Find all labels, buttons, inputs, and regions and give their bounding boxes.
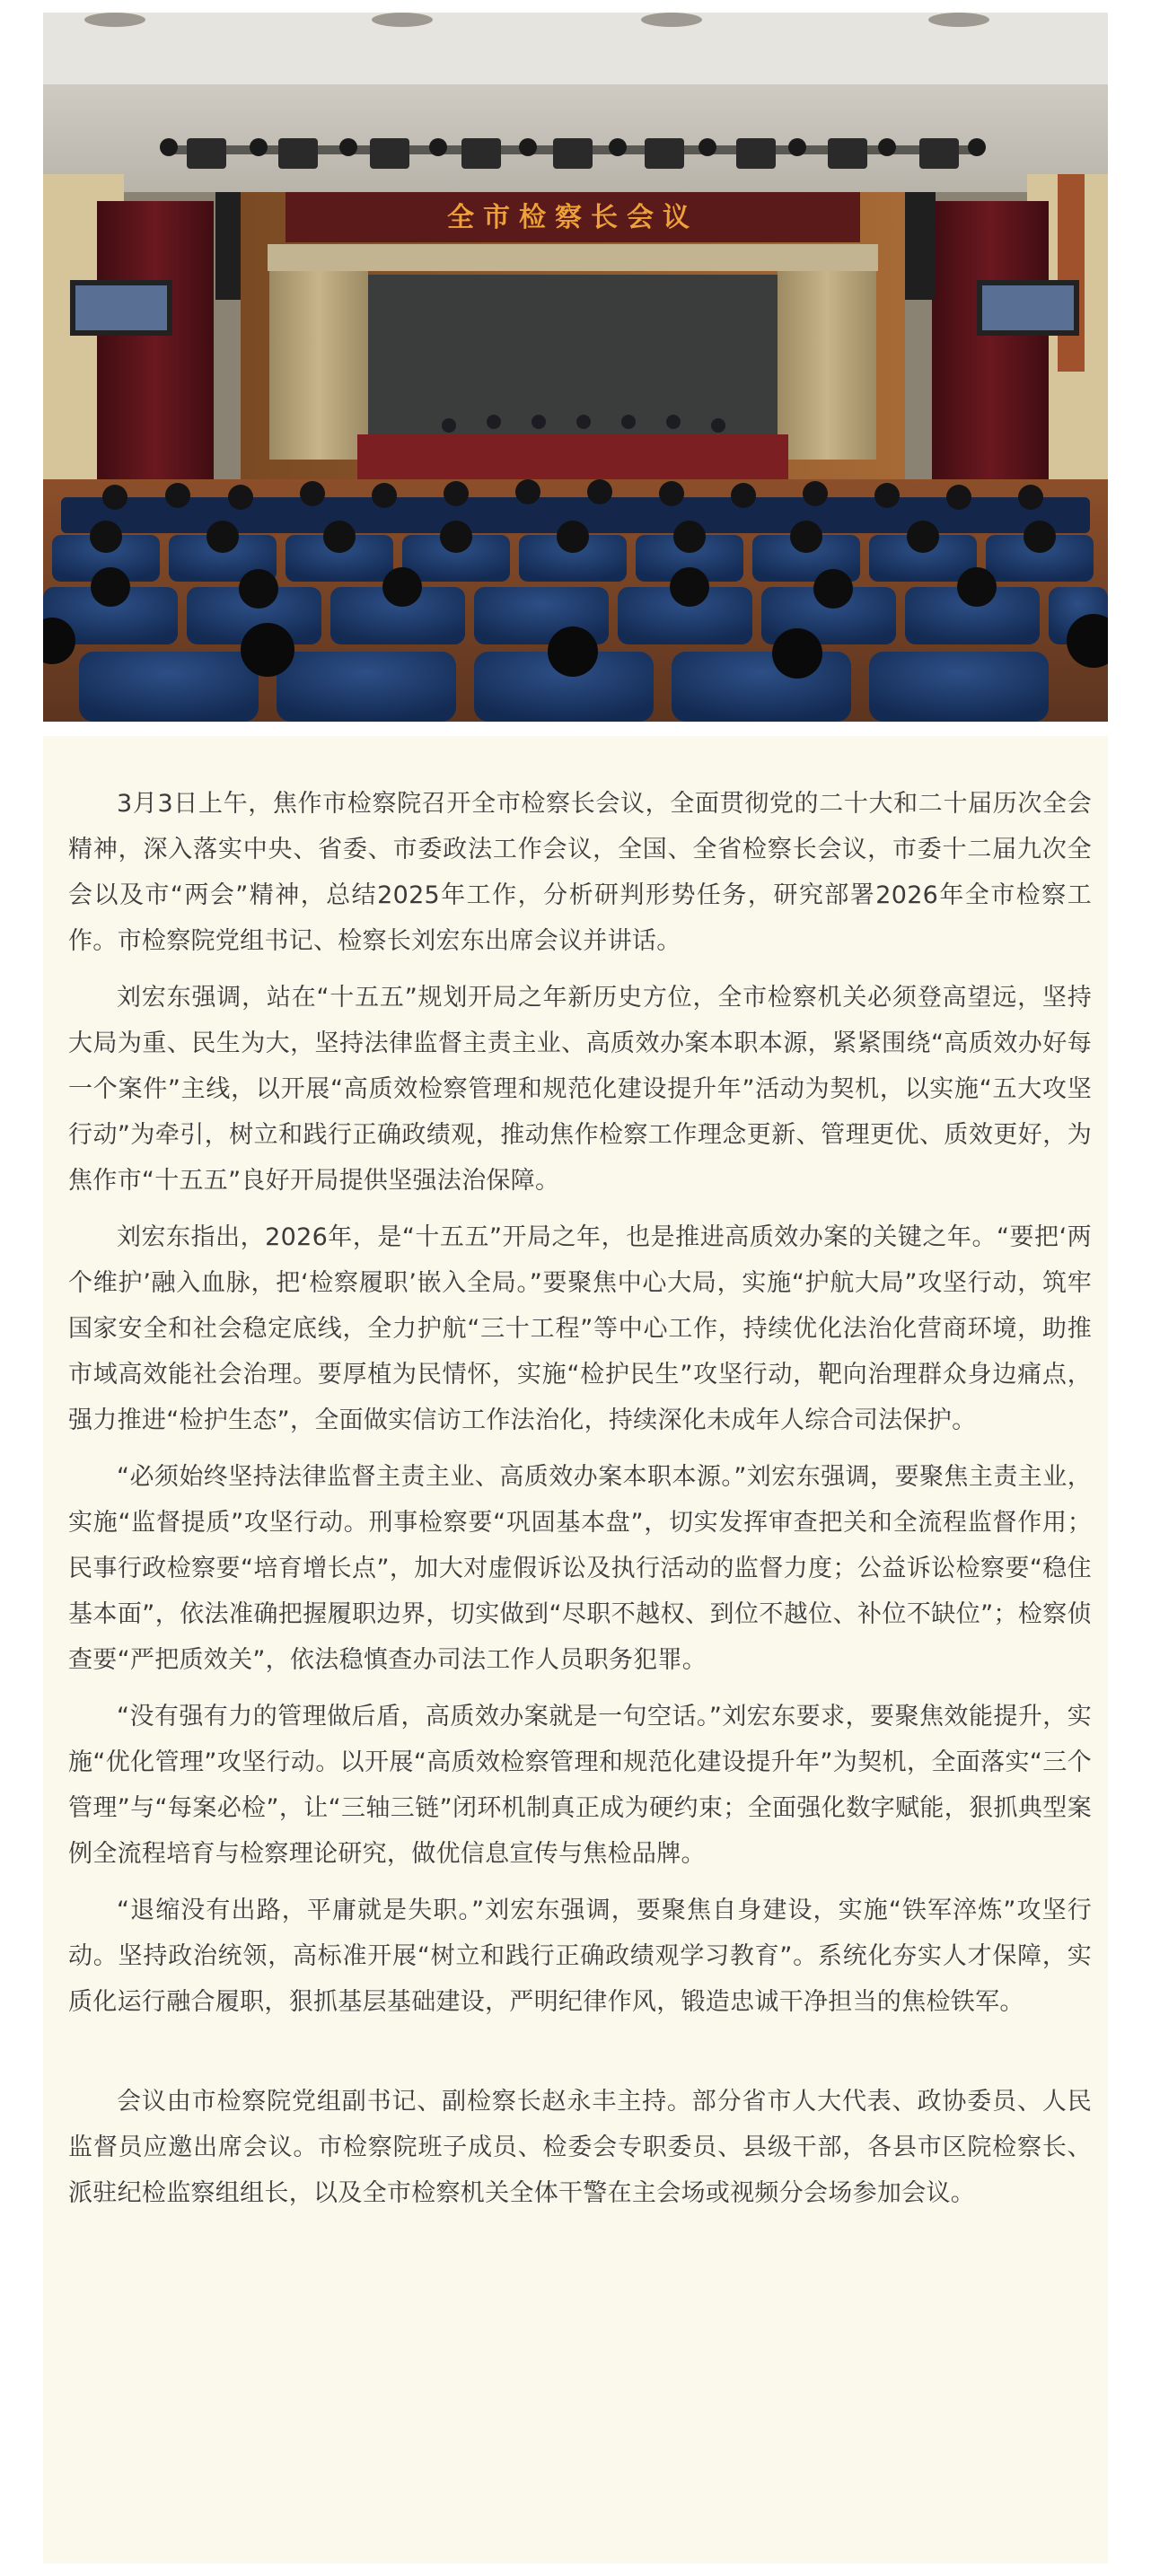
paragraph-4: “必须始终坚持法律监督主责主业、高质效办案本职本源。”刘宏东强调，要聚焦主责主业，实施“监督提质”攻坚行动。刑事检察要“巩固基本盘”，切实发挥审查把关和全流程监督作用；民事行政检察要“培育增长点”，加大对虚假诉讼及执行活动的监督力度；公益诉讼检察要“稳住基本面”，依法准确把握履职边界，切实做到“尽职不越权、到位不越位、补位不缺位”；检察侦查要“严把质效关”，依法稳慎查办司法工作人员职务犯罪。: [68, 1463, 1092, 1674]
paragraph-6: “退缩没有出路，平庸就是失职。”刘宏东强调，要聚焦自身建设，实施“铁军淬炼”攻坚行动。坚持政治统领，高标准开展“树立和践行正确政绩观学习教育”。系统化夯实人才保障，实质化运行融合履职，狠抓基层基础建设，严明纪律作风，锻造忠诚干净担当的焦检铁军。: [68, 1897, 1092, 2016]
paragraph-7: 会议由市检察院党组副书记、副检察长赵永丰主持。部分省市人大代表、政协委员、人民监督员应邀出席会议。市检察院班子成员、检委会专职委员、县级干部，各县市区院检察长、派驻纪检监察组组长，以及全市检察机关全体干警在主会场或视频分会场参加会议。: [68, 2088, 1092, 2207]
paragraph-2: 刘宏东强调，站在“十五五”规划开局之年新历史方位，全市检察机关必须登高望远，坚持大局为重、民生为大，坚持法律监督主责主业、高质效办案本职本源，紧紧围绕“高质效办好每一个案件”主线，以开展“高质效检察管理和规范化建设提升年”活动为契机，以实施“五大攻坚行动”为牵引，树立和践行正确政绩观，推动焦作检察工作理念更新、管理更优、质效更好，为焦作市“十五五”良好开局提供坚强法治保障。: [68, 984, 1092, 1195]
paragraph-1: 3月3日上午，焦作市检察院召开全市检察长会议，全面贯彻党的二十大和二十届历次全会精神，深入落实中央、省委、市委政法工作会议，全国、全省检察长会议，市委十二届九次全会以及市“两会”精神，总结2025年工作，分析研判形势任务，研究部署2026年全市检察工作。市检察院党组书记、检察长刘宏东出席会议并讲话。: [68, 790, 1092, 955]
banner-text: 全市检察长会议: [447, 203, 699, 232]
paragraph-5: “没有强有力的管理做后盾，高质效办案就是一句空话。”刘宏东要求，要聚焦效能提升，实施“优化管理”攻坚行动。以开展“高质效检察管理和规范化建设提升年”为契机，全面落实“三个管理”与“每案必检”，让“三轴三链”闭环机制真正成为硬约束；全面强化数字赋能，狠抓典型案例全流程培育与检察理论研究，做优信息宣传与焦检品牌。: [68, 1703, 1092, 1868]
meeting-photo: [43, 13, 1108, 722]
article-body: [43, 736, 1108, 2563]
paragraph-3: 刘宏东指出，2026年，是“十五五”开局之年，也是推进高质效办案的关键之年。“要把‘两个维护’融入血脉，把‘检察履职’嵌入全局。”要聚焦中心大局，实施“护航大局”攻坚行动，筑牢国家安全和社会稳定底线，全力护航“三十工程”等中心工作，持续优化法治化营商环境，助推市域高效能社会治理。要厚植为民情怀，实施“检护民生”攻坚行动，靶向治理群众身边痛点，强力推进“检护生态”，全面做实信访工作法治化，持续深化未成年人综合司法保护。: [68, 1223, 1092, 1434]
